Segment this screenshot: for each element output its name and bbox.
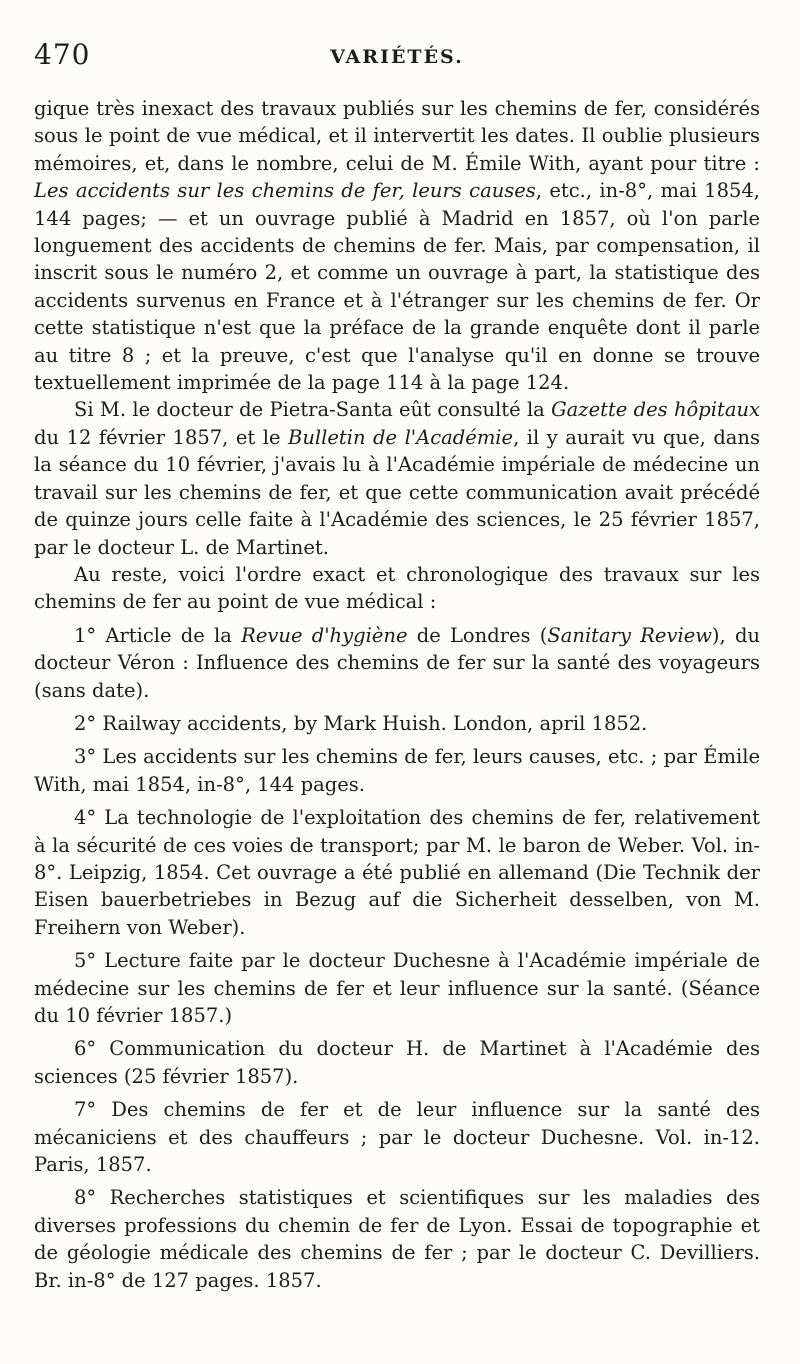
text-run: Si M. le docteur de Pietra-Santa eût consulté la [74, 398, 552, 422]
italic-title: Gazette des hôpitaux [551, 398, 760, 422]
text-run: , il y aurait vu que, dans la séance du 10 février, j'avais lu à l'Académie impériale de médecine un travail sur les chemins de fer, et que cette communication avait précédé de quinze jours celle faite à l'Académie des sciences, le 25 février 1857, par le docteur L. de Martinet. [34, 425, 760, 559]
italic-title: Bulletin de l'Académie [288, 425, 514, 449]
paragraph-continuation [34, 95, 760, 396]
list-item [34, 1184, 760, 1294]
list-item [34, 710, 760, 737]
page-header [34, 38, 760, 78]
paragraph [34, 396, 760, 560]
running-title: VARIÉTÉS. [330, 46, 464, 68]
text-run: de Londres ( [407, 623, 548, 647]
text-run: 6° Communication du docteur H. de Martinet à l'Académie des sciences (25 février 1857). [34, 1037, 760, 1088]
text-run: 5° Lecture faite par le docteur Duchesne à l'Académie impériale de médecine sur les chemins de fer et leur influence sur la santé. (Séance du 10 février 1857.) [34, 949, 760, 1027]
list-item [34, 1096, 760, 1178]
list-item [34, 743, 760, 798]
text-run: Au reste, voici l'ordre exact et chronologique des travaux sur les chemins de fer au point de vue médical : [34, 562, 760, 614]
italic-title: Revue d'hygiène [241, 623, 408, 647]
text-run: 8° Recherches statistiques et scientifiques sur les maladies des diverses professions du chemin de fer de Lyon. Essai de topographie et de géologie médicale des chemins de fer ; par le docteur C. Devilliers. Br. in-8° de 127 pages. 1857. [34, 1186, 760, 1292]
text-run: 4° La technologie de l'exploitation des chemins de fer, relativement à la sécurité de ces voies de transport; par M. le baron de Weber. Vol. in-8°. Leipzig, 1854. Cet ouvrage a été publié en allemand (Die Technik der Eisen bauerbetriebes in Bezug auf die Sicherheit desselben, von M. Freihern von Weber). [34, 806, 760, 939]
italic-title: Sanitary Review [547, 623, 712, 647]
list-item [34, 947, 760, 1029]
page-number: 470 [34, 38, 91, 71]
italic-title: Les accidents sur les chemins de fer, leurs causes [34, 179, 536, 203]
list-item [34, 622, 760, 704]
list-item [34, 1035, 760, 1090]
paragraph [34, 561, 760, 616]
text-run: 2° Railway accidents, by Mark Huish. London, april 1852. [74, 711, 648, 735]
text-run: ), du docteur Véron : Influence des chemins de fer sur la santé des voyageurs (sans date). [34, 623, 760, 702]
text-run: 7° Des chemins de fer et de leur influence sur la santé des mécaniciens et des chauffeurs ; par le docteur Duchesne. Vol. in-12. Paris, 1857. [34, 1098, 760, 1177]
page-body [34, 95, 760, 1294]
text-run: du 12 février 1857, et le [34, 425, 289, 449]
text-run: 3° Les accidents sur les chemins de fer, leurs causes, etc. ; par Émile With, mai 1854, in-8°, 144 pages. [34, 745, 760, 796]
text-run: , etc., in-8°, mai 1854, 144 pages; — et un ouvrage publié à Madrid en 1857, où l'on parle longuement des accidents de chemins de fer. Mais, par compensation, il inscrit sous le numéro 2, et comme un ouvrage à part, la statistique des accidents survenus en France et à l'étranger sur les chemins de fer. Or cette statistique n'est que la préface de la grande enquête dont il parle au titre 8 ; et la preuve, c'est que l'analyse qu'il en donne se trouve textuellement imprimée de la page 114 à la page 124. [34, 179, 760, 395]
text-run: gique très inexact des travaux publiés sur les chemins de fer, considérés sous le point de vue médical, et il intervertit les dates. Il oublie plusieurs mémoires, et, dans le nombre, celui de M. Émile With, ayant pour titre : [34, 97, 760, 175]
list-item [34, 804, 760, 941]
text-run: 1° Article de la [74, 623, 242, 647]
